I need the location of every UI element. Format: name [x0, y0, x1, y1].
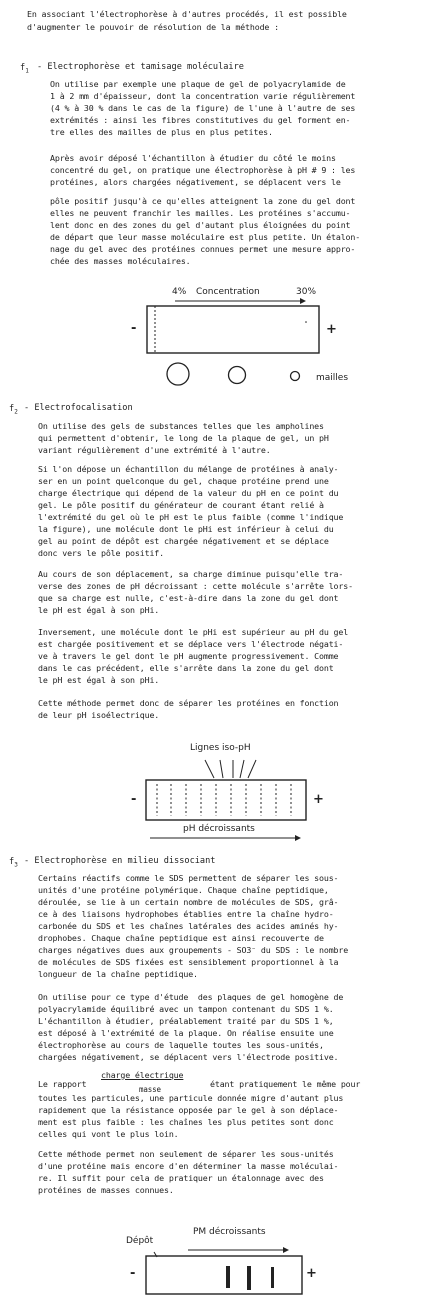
section-f3-title: - Electrophorèse en milieu dissociant	[24, 856, 216, 866]
f1-label-30pct: 30%	[296, 287, 317, 297]
f1-gel-figure	[147, 298, 319, 385]
f1-p3-line-4: de départ que leur masse moléculaire est plus petite. Un étalon-	[50, 232, 361, 242]
f1-p2-line-1: Après avoir déposé l'échantillon à étudier du côté le moins	[50, 153, 336, 163]
f1-plus-sign: +	[326, 322, 337, 337]
f2-p4-line-4: dans le cas précédent, elle s'arrête dans la zone du gel dont	[38, 663, 334, 673]
f2-p2-line-6: la figure), une molécule dont le pHi est inférieur à celui du	[38, 524, 334, 534]
f2-p2-line-7: gel au point de dépôt est chargée négativement et se déplace	[38, 536, 329, 546]
f1-mesh-medium	[229, 367, 246, 384]
f3-p3-line-1: toutes les particules, une particule donnée migre d'autant plus	[38, 1093, 344, 1103]
f3-p4-line-1: Cette méthode permet non seulement de séparer les sous-unités	[38, 1149, 334, 1159]
f3-p1-line-1: Certains réactifs comme le SDS permettent de séparer les sous-	[38, 873, 339, 883]
f3-p1-line-4: ce à des liaisons hydrophobes établies entre la chaîne hydro-	[38, 909, 334, 919]
f2-p3-line-2: verse des zones de pH décroissant : cette molécule s'arrête lors-	[38, 581, 353, 591]
f3-p4-line-4: protéines de masses connues.	[38, 1185, 174, 1195]
f3-p3-line-3: ment est plus faible : les chaînes les plus petites sont donc	[38, 1117, 334, 1127]
section-f2-number: $f_2$	[9, 404, 18, 416]
section-f2-title: - Electrofocalisation	[24, 403, 133, 413]
f2-p2-line-8: donc vers le pôle positif.	[38, 548, 164, 558]
f3-p2-line-3: L'échantillon à étudier, préalablement traité par du SDS 1 %,	[38, 1016, 334, 1026]
f3-p3-line-2: rapidement que la résistance opposée par le gel à son déplace-	[38, 1105, 339, 1115]
f2-plus-sign: +	[313, 792, 324, 807]
f1-p3-line-2: elles ne peuvent franchir les mailles. Les protéines s'accumu-	[50, 208, 351, 218]
f2-p3-line-1: Au cours de son déplacement, sa charge diminue puisqu'elle tra-	[38, 569, 344, 579]
f3-p1-line-8: de molécules de SDS fixées est sensiblement proportionnel à la	[38, 957, 339, 967]
f1-p3-line-6: chée des masses moléculaires.	[50, 256, 191, 266]
f3-p2-line-4: est déposé à l'extrémité de la plaque. On réalise ensuite une	[38, 1028, 334, 1038]
f1-p1-line-1: On utilise par exemple une plaque de gel de polyacrylamide de	[50, 79, 346, 89]
f3-band-1	[226, 1266, 230, 1288]
f3-p1-line-2: unités d'une protéine polymérique. Chaque chaîne peptidique,	[38, 885, 329, 895]
f3-plus-sign: +	[306, 1266, 317, 1281]
f3-p2-line-2: polyacrylamide équilibré avec un tampon contenant du SDS 1 %.	[38, 1004, 334, 1014]
f1-p3-line-3: lent donc en des zones du gel d'autant plus éloignées du point	[50, 220, 351, 230]
f1-p1-line-5: tre elles des mailles de plus en plus petites.	[50, 127, 273, 137]
f3-p2-line-5: électrophorèse au cours de laquelle toutes les sous-unités,	[38, 1040, 324, 1050]
f1-mesh-small	[291, 372, 300, 381]
f2-p2-line-2: ser en un point quelconque du gel, chaque protéine prend une	[38, 476, 329, 486]
f3-minus-sign: -	[130, 1266, 136, 1281]
f2-p2-line-4: gel. Le pôle positif du générateur de courant étant relié à	[38, 500, 324, 510]
f3-ratio-numerator: charge électrique	[101, 1070, 184, 1080]
f1-p1-line-2: 1 à 2 mm d'épaisseur, dont la concentration varie régulièrement	[50, 91, 356, 101]
f2-p5-line-2: de leur pH isoélectrique.	[38, 710, 160, 720]
f1-p3-line-1: pôle positif jusqu'à ce qu'elles atteignent la zone du gel dont	[50, 196, 356, 206]
f2-p2-line-5: l'extrémité du gel où le pH est le plus faible (comme l'indique	[38, 512, 344, 522]
f3-ratio-suffix: étant pratiquement le même pour	[210, 1079, 361, 1089]
f3-p2-line-1: On utilise pour ce type d'étude des plaques de gel homogène de	[38, 992, 344, 1002]
f1-p2-line-3: protéines, alors chargées négativement, se déplacent vers le	[50, 177, 341, 187]
f2-p4-line-1: Inversement, une molécule dont le pHi est supérieur au pH du gel	[38, 627, 349, 637]
f3-p4-line-2: d'une protéine mais encore d'en déterminer la masse moléculai-	[38, 1161, 339, 1171]
f1-p1-line-4: extrémités : ainsi les fibres constitutives du gel forment en-	[50, 115, 351, 125]
f1-mesh-large	[167, 363, 189, 385]
f3-ratio-denominator: masse	[139, 1085, 161, 1094]
f1-minus-sign: -	[131, 321, 137, 336]
f3-p2-line-6: chargées négativement, se déplacent vers l'électrode positive.	[38, 1052, 339, 1062]
f3-band-2	[247, 1266, 251, 1290]
f2-p3-line-3: que sa charge est nulle, c'est-à-dire dans la zone du gel dont	[38, 593, 339, 603]
f3-p3-line-4: celles qui vont le plus loin.	[38, 1129, 179, 1139]
f2-p2-line-3: charge électrique qui dépend de la valeur du pH en ce point du	[38, 488, 339, 498]
f2-label-ph-decroissants: pH décroissants	[183, 824, 255, 834]
f3-p1-line-6: drophobes. Chaque chaîne peptidique est ainsi recouverte de	[38, 933, 324, 943]
f1-label-concentration: Concentration	[196, 287, 260, 297]
f2-minus-sign: -	[131, 792, 137, 807]
f2-p1-line-3: variant régulièrement d'une extrémité à l'autre.	[38, 445, 271, 455]
intro-line-1: En associant l'électrophorèse à d'autres procédés, il est possible	[27, 9, 347, 19]
f1-p3-line-5: nage du gel avec des protéines connues permet une mesure appro-	[50, 244, 356, 254]
f2-p2-line-1: Si l'on dépose un échantillon du mélange de protéines à analy-	[38, 464, 339, 474]
f3-band-3	[271, 1267, 274, 1288]
f2-p4-line-5: le pH est égal à son pHi.	[38, 675, 160, 685]
f3-sds-figure	[146, 1247, 302, 1294]
f3-label-depot: Dépôt	[126, 1236, 154, 1246]
intro-line-2: d'augmenter le pouvoir de résolution de la méthode :	[27, 22, 279, 32]
f3-p1-line-3: déroulée, se lie à un certain nombre de molécules de SDS, grâ-	[38, 897, 339, 907]
f2-p1-line-2: qui permettent d'obtenir, le long de la plaque de gel, un pH	[38, 433, 329, 443]
f1-label-4pct: 4%	[172, 287, 187, 297]
f3-p4-line-3: re. Il suffit pour cela de pratiquer un étalonnage avec des	[38, 1173, 324, 1183]
f2-p3-line-4: le pH est égal à son pHi.	[38, 605, 160, 615]
f1-p1-line-3: (4 % à 30 % dans le cas de la figure) de l'une à l'autre de ses	[50, 103, 356, 113]
section-f3-number: $f_3$	[9, 857, 18, 869]
f1-p2-line-2: concentré du gel, on pratique une électrophorèse à pH # 9 : les	[50, 165, 356, 175]
f1-label-mailles: mailles	[316, 373, 349, 383]
f2-p4-line-3: ve à travers le gel dont le pH augmente progressivement. Comme	[38, 651, 339, 661]
f3-p1-line-9: longueur de la chaîne peptidique.	[38, 969, 198, 979]
f2-p4-line-2: est chargée positivement et se déplace vers l'électrode négati-	[38, 639, 344, 649]
f3-label-pm-decroissants: PM décroissants	[193, 1227, 266, 1237]
f2-p1-line-1: On utilise des gels de substances telles que les ampholines	[38, 421, 324, 431]
section-f1-number: $f_1$	[20, 63, 29, 75]
f3-ratio-prefix: Le rapport	[38, 1079, 87, 1089]
f2-label-iso-ph: Lignes iso-pH	[190, 743, 251, 753]
f3-p1-line-5: carbonée du SDS et les chaînes latérales des acides aminés hy-	[38, 921, 339, 931]
f2-p5-line-1: Cette méthode permet donc de séparer les protéines en fonction	[38, 698, 339, 708]
section-f1-title: - Electrophorèse et tamisage moléculaire	[37, 62, 244, 72]
f3-p1-line-7: charges négatives dues aux groupements - SO3⁻ du SDS : le nombre	[38, 945, 349, 955]
